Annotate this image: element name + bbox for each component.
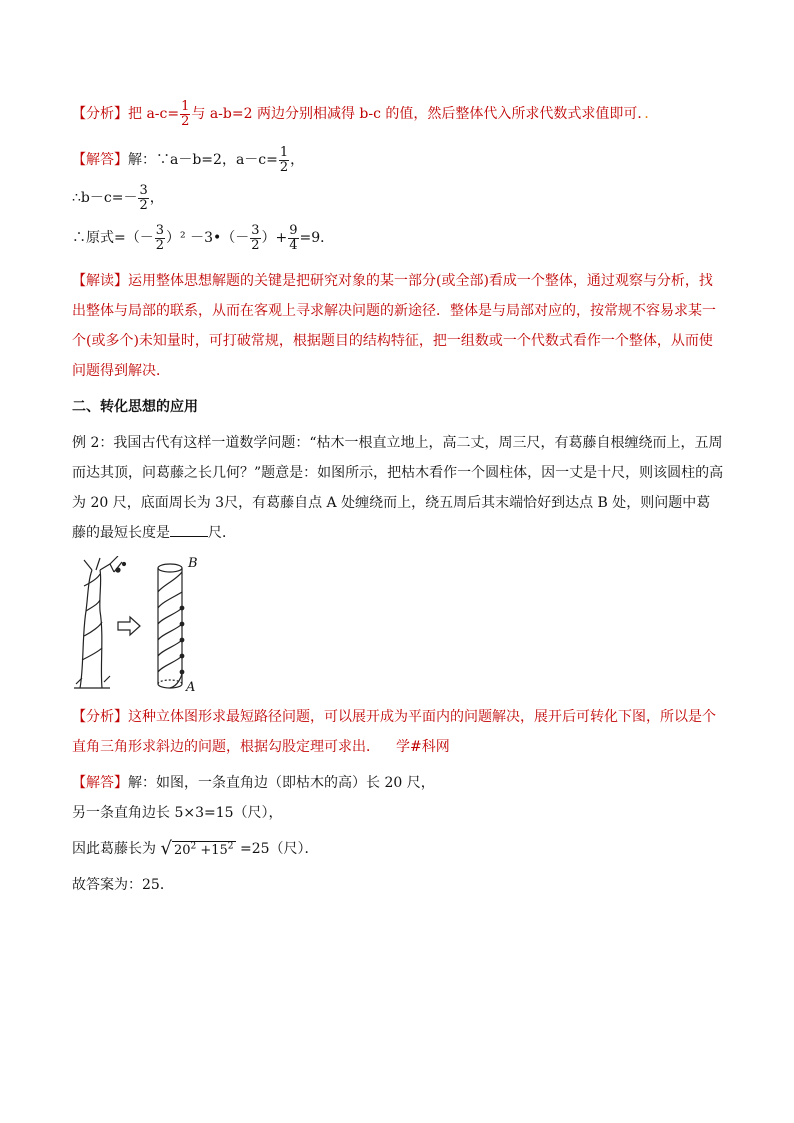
fraction [138,184,148,212]
analysis-tag: 【分析】 [72,106,128,123]
solution-text: ∴原式=（－ [72,230,154,247]
cylinder-icon [158,564,184,688]
fraction-numerator: 3 [251,223,260,238]
analysis-period: ． [637,106,645,123]
interpretation-paragraph [72,266,724,386]
radicand: $20^2 +15^2$ [173,841,234,858]
analysis-1-line [72,100,658,128]
solution-text: ）+ [261,230,288,247]
analysis-period-orange: ． [644,106,659,123]
fraction [288,224,298,252]
point-b-label: B [188,556,198,571]
figure-svg [70,556,210,696]
example-2-tail: 尺． [208,525,236,541]
fraction-numerator: 3 [155,223,165,238]
interpretation-text: 运用整体思想解题的关键是把研究对象的某一部分(或全部)看成一个整体，通过观察与分析，找出整体与局部的联系，从而在客观上寻求解决问题的新途径．整体是与局部对应的，按常规不容易求某一个(或多个)未知量时，可打破常规，根据题目的结构特征，把一组数或一个代数式看作一个整体，从而使问题得到解决． [72,273,716,379]
point-a-label: A [186,680,196,695]
solution-1-line-1 [72,146,304,174]
fraction-denominator: 2 [155,237,165,253]
solution-text: ， [149,190,164,207]
fraction [180,100,190,128]
example-2-text: 例 2：我国古代有这样一道数学问题：“枯木一根直立地上，高二丈，周三尺，有葛藤自根缠绕而上，五周而达其顶，问葛藤之长几何？”题意是：如图所示，把枯木看作一个圆柱体，因一丈是十尺，则该圆柱的高为 20 尺，底面周长为 3尺，有葛藤自点 A 处缠绕而上，绕五周后其末端恰好到达点 B 处，则问题中葛藤的最短长度是 [72,435,724,541]
solution-text: 另一条直角边长 5×3=15（尺）， [72,805,283,821]
analysis-text: 这种立体图形求最短路径问题，可以展开成为平面内的问题解决，展开后可转化下图，所以是个直角三角形求斜边的问题，根据勾股定理可求出． [72,709,716,755]
solution-2-line-3 [72,840,319,858]
solution-2-line-1 [72,776,435,790]
analysis-2-paragraph [72,702,724,762]
analysis-tag: 【分析】 [72,709,128,725]
solution-text: ）² －3•（－ [166,230,250,247]
solution-tag: 【解答】 [72,775,128,791]
solution-2-line-2 [72,806,283,820]
tree-cylinder-figure [70,556,210,696]
analysis-text-part: 与 a-b=2 两边分别相减得 b-c 的值，然后整体代入所求代数式求值即可 [191,106,638,123]
solution-text: 解：∵a－b=2，a－c= [128,152,278,169]
solution-text: ， [290,152,305,169]
fraction-numerator: 1 [279,145,289,160]
fraction-denominator: 2 [279,159,289,175]
fraction-denominator: 2 [139,197,148,213]
fraction [155,224,165,252]
solution-tag: 【解答】 [72,152,128,169]
section-heading: 二、转化思想的应用 [72,399,198,415]
solution-text: 因此葛藤长为 [72,841,156,857]
fraction-numerator: 9 [289,223,298,238]
interpretation-tag: 【解读】 [72,273,128,289]
fraction-denominator: 2 [181,113,190,129]
answer-blank [170,524,208,537]
solution-2-line-4 [72,878,174,892]
solution-1-line-3 [72,224,334,252]
solution-text: =9． [299,230,335,247]
radicand-term-a: 20 [173,843,191,858]
arrow-right-icon [118,617,140,635]
solution-1-line-2 [72,184,164,212]
fraction [250,224,260,252]
fraction [279,146,289,174]
fraction-numerator: 3 [139,183,148,198]
fraction-numerator: 1 [181,99,190,114]
solution-text: ∴b－c=－ [72,190,138,207]
analysis-text-part: 把 a-c= [128,106,180,123]
square-root-expression [160,840,235,858]
solution-text: =25（尺）． [239,841,319,857]
example-2-paragraph [72,428,724,548]
fraction-denominator: 4 [289,237,298,253]
radical-sign-icon: √ [160,838,172,859]
fraction-denominator: 2 [251,237,260,253]
radicand-term-b: +15 [196,843,228,858]
watermark-text: 学#科网 [396,739,450,755]
solution-text: 故答案为：25． [72,877,174,893]
solution-text: 解：如图，一条直角边（即枯木的高）长 20 尺， [128,775,435,791]
